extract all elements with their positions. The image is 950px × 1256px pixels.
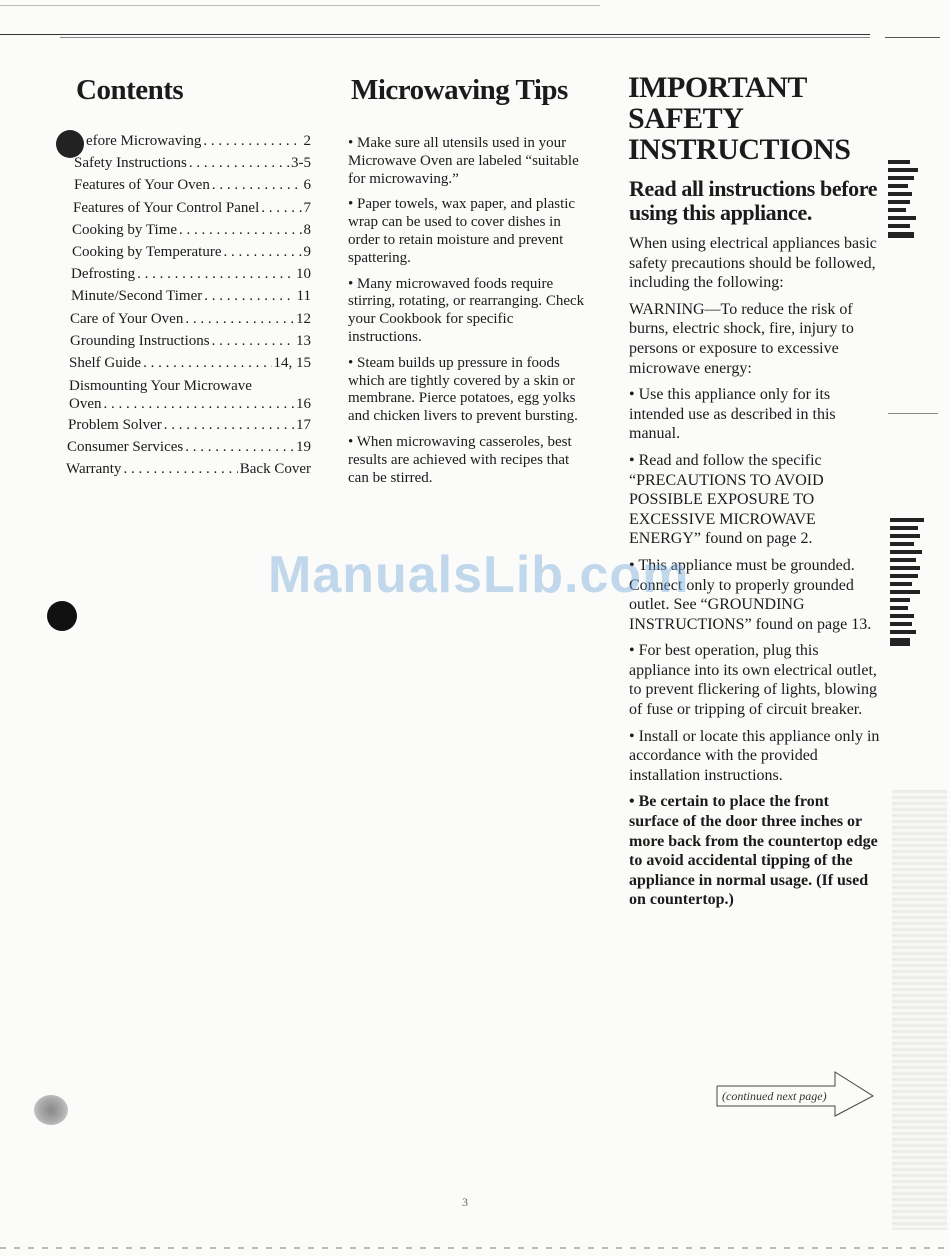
safety-item: • Install or locate this appliance only in accordance with the provided installation instructions. — [629, 727, 880, 784]
safety-warning: WARNING—To reduce the risk of burns, electric shock, fire, injury to persons or exposure to excessive microwave energy: — [629, 300, 854, 377]
toc-page: 2 — [303, 133, 311, 149]
toc-item[interactable] — [66, 266, 311, 288]
toc-item[interactable] — [66, 222, 311, 244]
page-number: 3 — [462, 1195, 468, 1209]
toc-label: Problem Solver — [68, 417, 162, 434]
scan-bottom-noise — [0, 1247, 950, 1249]
brand-logo-icon — [34, 1095, 68, 1125]
toc-label: Minute/Second Timer — [71, 288, 203, 305]
scan-edge-noise — [892, 790, 947, 1230]
contents-title: Contents — [76, 74, 184, 106]
header-rule — [0, 34, 870, 35]
header-rule-right — [885, 37, 940, 38]
safety-item-bold: • Be certain to place the front surface of the door three inches or more back from the countertop edge to avoid accidental tipping of the appliance in normal usage. (If used on countertop.) — [629, 793, 878, 909]
toc-label: Features of Your Oven — [74, 177, 210, 194]
toc-item[interactable] — [66, 417, 311, 439]
safety-intro: When using electrical appliances basic safety precautions should be followed, including the following: — [629, 235, 877, 292]
safety-item: • For best operation, plug this appliance into its own electrical outlet, to prevent flickering of lights, blowing of fuse or tripping of circuit breaker. — [629, 642, 877, 719]
safety-item: • This appliance must be grounded. Connect only to properly grounded outlet. See “GROUNDING INSTRUCTIONS” found on page 13. — [629, 556, 872, 633]
toc-page: 8 — [303, 221, 311, 238]
toc-item[interactable] — [66, 177, 311, 199]
toc-label: Safety Instructions — [74, 155, 187, 172]
toc-label: Grounding Instructions — [70, 332, 210, 349]
scan-edge-marks — [888, 160, 928, 242]
toc-page: 16 — [296, 396, 311, 413]
toc-page: 6 — [303, 177, 311, 194]
toc-page: Back Cover — [239, 461, 311, 478]
toc-item[interactable] — [66, 200, 311, 222]
tip-item: • When microwaving casseroles, best results are achieved with recipes that can be stirred. — [348, 433, 572, 486]
toc-label: Care of Your Oven — [70, 310, 184, 327]
safety-title: IMPORTANT SAFETY INSTRUCTIONS — [628, 71, 851, 166]
toc-item[interactable] — [66, 244, 311, 266]
toc-item[interactable] — [66, 311, 311, 333]
toc-page: 12 — [296, 310, 311, 327]
toc-label: Cooking by Temperature — [72, 243, 222, 260]
safety-subhead: Read all instructions before using this appliance. — [629, 176, 878, 225]
toc-label-continued: Oven — [69, 396, 102, 413]
toc-page: 9 — [303, 243, 311, 260]
table-of-contents — [66, 133, 311, 484]
toc-item[interactable] — [66, 288, 311, 310]
toc-label: Warranty — [66, 461, 122, 478]
toc-page: 17 — [296, 417, 311, 434]
toc-label: Features of Your Control Panel — [73, 199, 260, 216]
toc-page: 14, 15 — [273, 354, 311, 371]
toc-label: Consumer Services — [67, 439, 184, 456]
scan-edge-marks-lower — [890, 518, 930, 650]
toc-item[interactable] — [66, 439, 311, 461]
top-scan-rule — [0, 5, 600, 6]
toc-item[interactable] — [66, 377, 311, 413]
toc-item[interactable] — [66, 355, 311, 377]
tip-item: • Paper towels, wax paper, and plastic wrap can be used to cover dishes in order to retain moisture and prevent spattering. — [348, 196, 576, 266]
toc-item[interactable] — [66, 461, 311, 483]
safety-item: • Use this appliance only for its intended use as described in this manual. — [629, 386, 836, 443]
toc-label: Dismounting Your Microwave — [69, 378, 252, 395]
toc-page: 19 — [296, 439, 311, 456]
toc-page: 13 — [296, 332, 311, 349]
toc-page: 3-5 — [291, 155, 311, 172]
tips-title: Microwaving Tips — [351, 74, 568, 106]
toc-label: Shelf Guide — [69, 354, 142, 371]
safety-item: • Read and follow the specific “PRECAUTIONS TO AVOID POSSIBLE EXPOSURE TO EXCESSIVE MICROWAVE ENERGY” found on page 2. — [629, 451, 824, 548]
tip-item: • Steam builds up pressure in foods which are tightly covered by a skin or membrane. Pierce potatoes, egg yolks and chicken livers to prevent bursting. — [348, 354, 578, 425]
toc-label: Defrosting — [71, 266, 136, 283]
toc-page: 7 — [303, 199, 311, 216]
tips-list — [348, 135, 588, 495]
scan-edge-rule — [888, 413, 938, 414]
toc-item[interactable] — [66, 133, 311, 155]
watermark: ManualsLib.com — [268, 546, 690, 604]
toc-page: 10 — [296, 266, 311, 283]
toc-item[interactable] — [66, 333, 311, 355]
continued-label[interactable]: (continued next page) — [722, 1089, 827, 1103]
header-rule-secondary — [60, 37, 870, 38]
tip-item: • Make sure all utensils used in your Microwave Oven are labeled “suitable for microwaving.” — [348, 135, 579, 187]
decorative-dot — [47, 601, 77, 631]
toc-label: Cooking by Time — [72, 221, 178, 238]
toc-page: 11 — [296, 288, 311, 305]
toc-item[interactable] — [66, 155, 311, 177]
toc-label: efore Microwaving — [86, 133, 202, 149]
tip-item: • Many microwaved foods require stirring, rotating, or rearranging. Check your Cookbook for specific instructions. — [348, 275, 585, 345]
